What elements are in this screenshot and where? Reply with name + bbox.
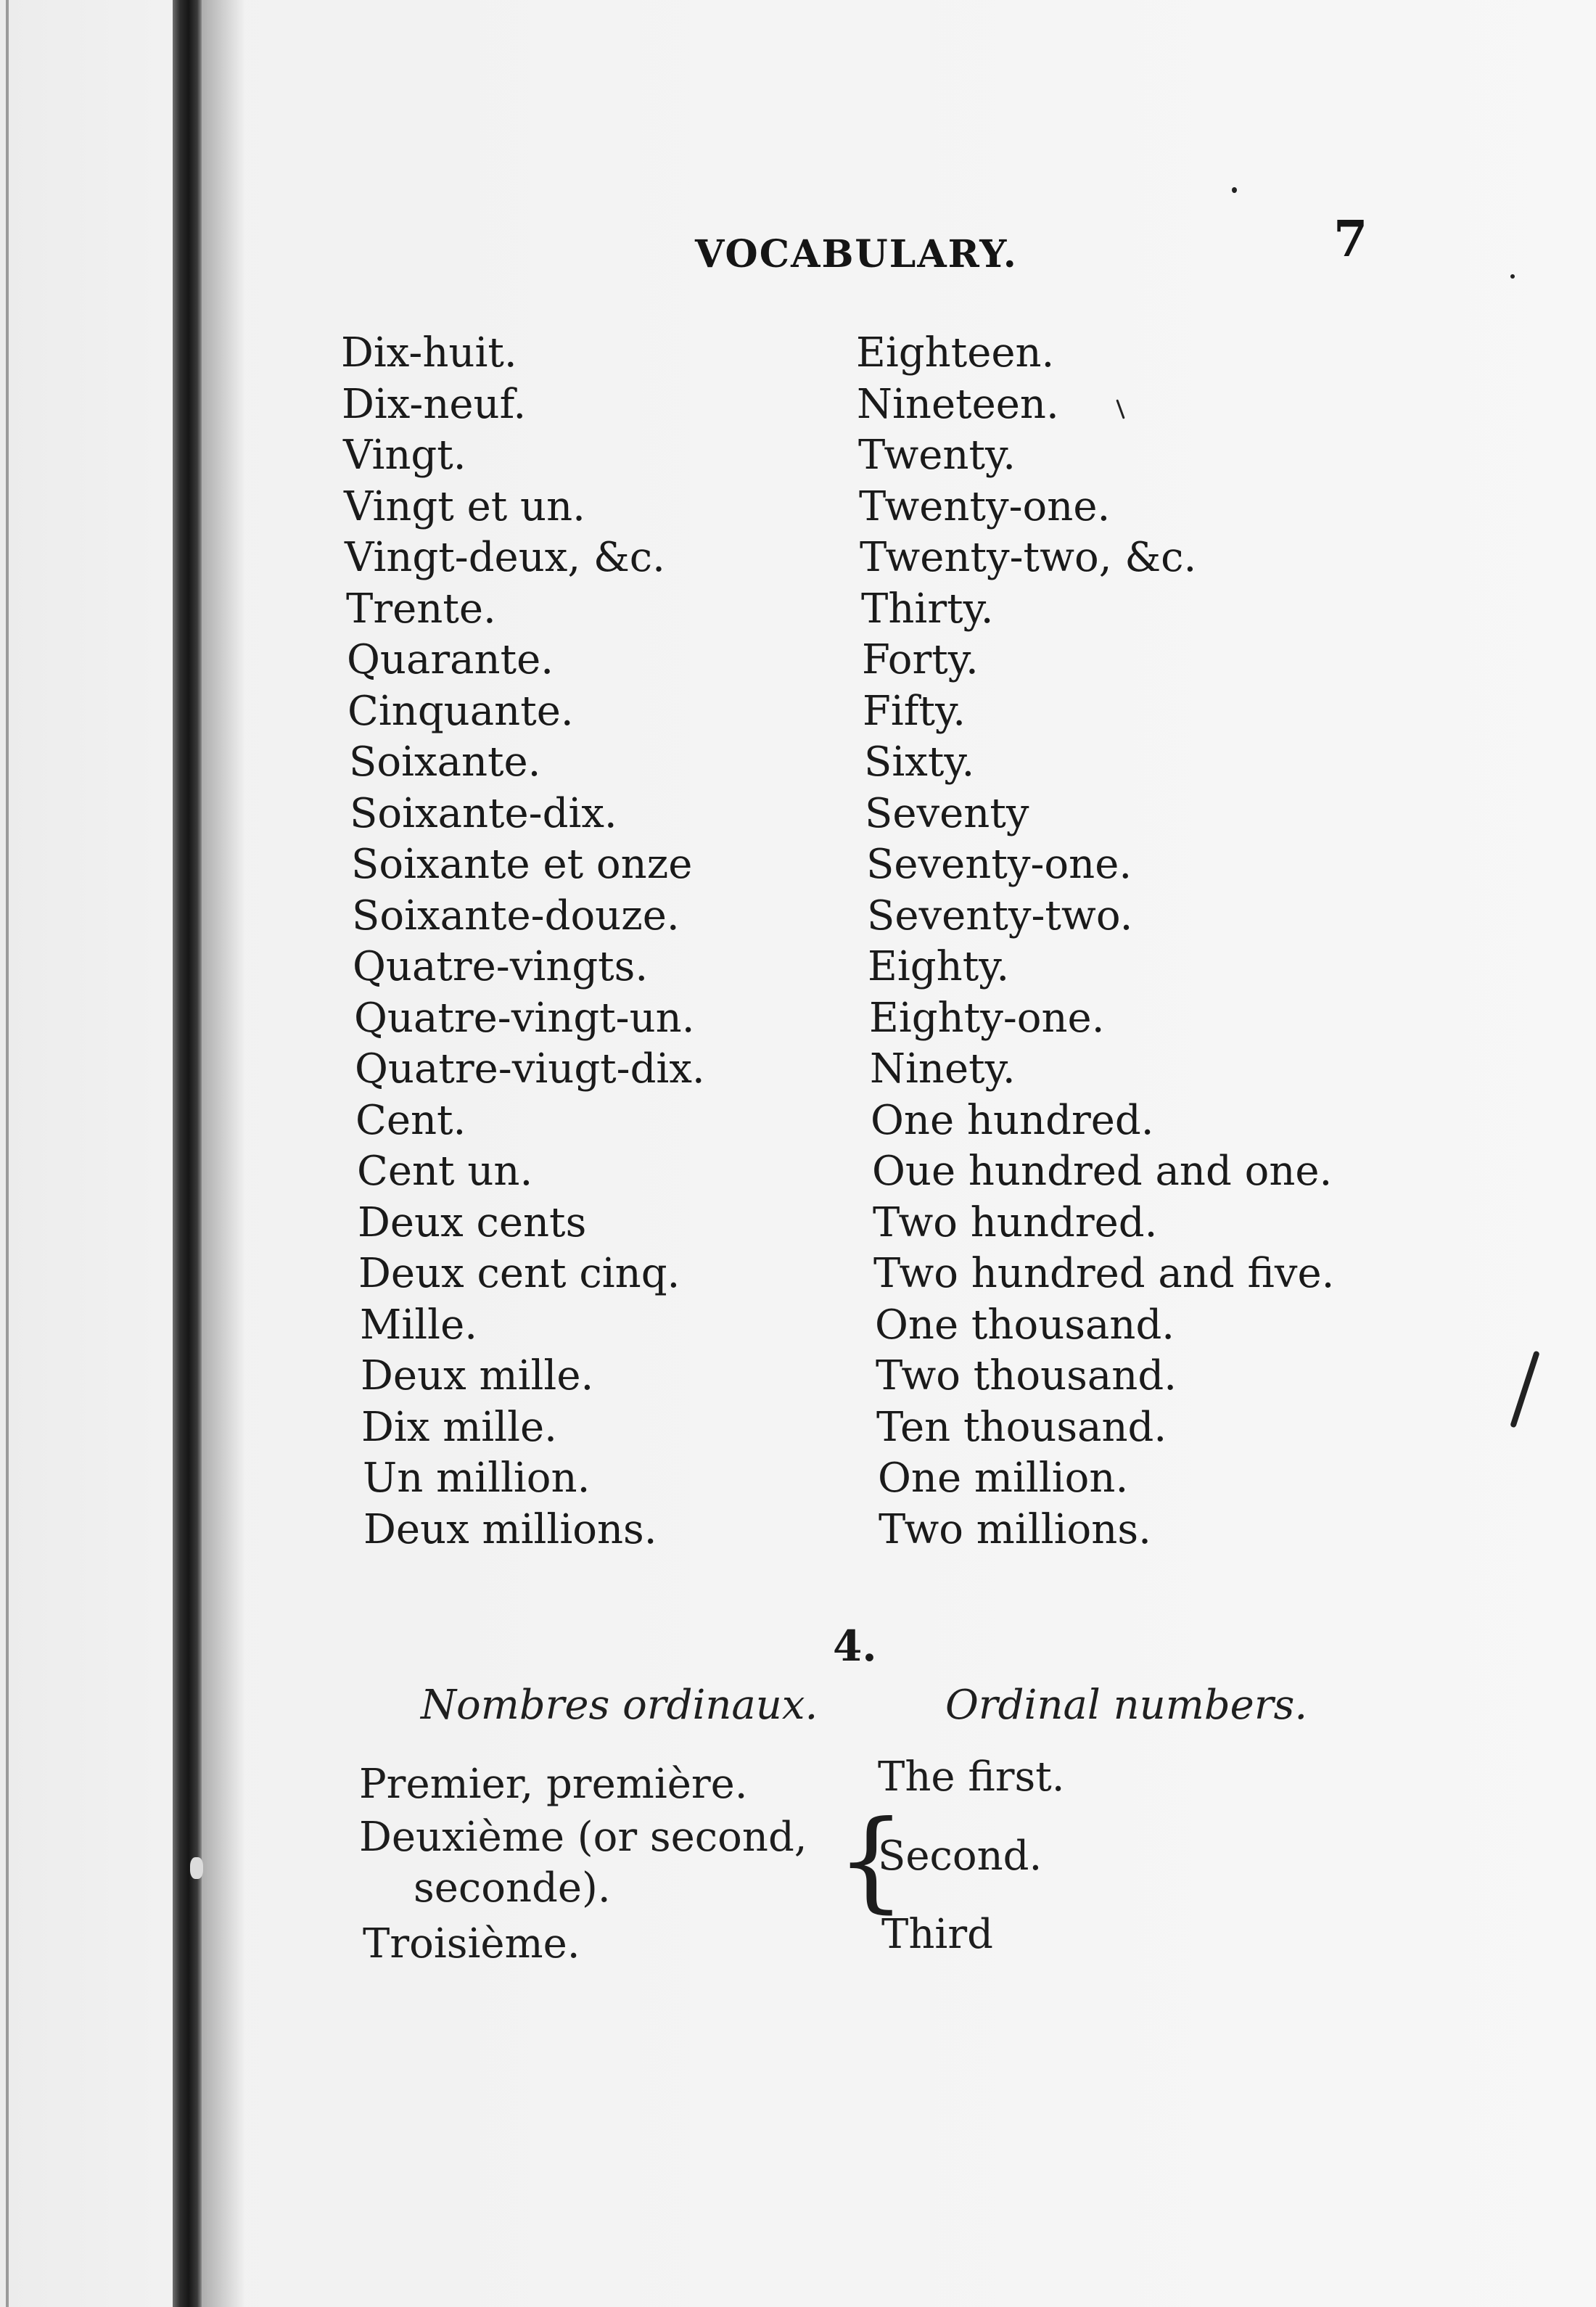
vocabulary-row bbox=[363, 1505, 1596, 1555]
french-term: Dix-huit. bbox=[341, 329, 517, 377]
english-term: One hundred. bbox=[871, 1097, 1154, 1144]
french-term: Deux cent cinq. bbox=[358, 1250, 680, 1297]
vocabulary-row bbox=[341, 328, 1574, 379]
ordinal-second-french-line2: seconde). bbox=[414, 1864, 611, 1912]
french-term: Cent un. bbox=[357, 1148, 533, 1195]
column-heading-french: Nombres ordinaux. bbox=[421, 1682, 818, 1729]
ordinal-first-french: Premier, première. bbox=[359, 1761, 748, 1808]
paper-blemish bbox=[190, 1857, 203, 1879]
vocabulary-row bbox=[344, 482, 1577, 532]
ordinal-second-french-line1: Deuxième (or second, bbox=[359, 1814, 807, 1861]
english-term: Ninety. bbox=[870, 1045, 1016, 1093]
english-term: Two hundred. bbox=[873, 1199, 1158, 1246]
vocabulary-row bbox=[350, 789, 1583, 839]
vocabulary-row bbox=[354, 993, 1587, 1044]
english-term: Sixty. bbox=[864, 739, 975, 786]
french-term: Quatre-viugt-dix. bbox=[355, 1045, 705, 1093]
vocabulary-row bbox=[361, 1351, 1594, 1402]
curly-brace-icon: { bbox=[836, 1798, 906, 1924]
ordinal-first-english: The first. bbox=[878, 1753, 1065, 1801]
vocabulary-row bbox=[347, 686, 1581, 737]
vocabulary-row bbox=[357, 1146, 1590, 1197]
section-number: 4. bbox=[833, 1621, 877, 1671]
vocabulary-row bbox=[347, 635, 1580, 686]
vocabulary-row bbox=[345, 532, 1578, 583]
page-number: 7 bbox=[1333, 210, 1368, 268]
english-term: Eighty-one. bbox=[869, 995, 1105, 1042]
vocabulary-row bbox=[355, 1044, 1588, 1095]
vocabulary-row bbox=[346, 584, 1579, 635]
vocabulary-row bbox=[361, 1402, 1595, 1453]
french-term: Cent. bbox=[355, 1097, 466, 1144]
vocabulary-row bbox=[358, 1198, 1591, 1249]
vocabulary-row bbox=[358, 1249, 1592, 1299]
column-heading-english: Ordinal numbers. bbox=[945, 1682, 1308, 1729]
running-head: VOCABULARY. bbox=[695, 232, 1018, 276]
french-term: Quarante. bbox=[347, 636, 554, 683]
french-term: Trente. bbox=[346, 585, 496, 633]
english-term: Two millions. bbox=[879, 1506, 1151, 1553]
english-term: Seventy bbox=[865, 790, 1029, 837]
english-term: Forty. bbox=[862, 636, 979, 683]
french-term: Soixante-douze. bbox=[352, 892, 680, 939]
vocabulary-row bbox=[343, 430, 1576, 481]
ordinal-second-english: Second. bbox=[878, 1833, 1042, 1880]
ordinal-third-english: Third bbox=[881, 1911, 993, 1958]
french-term: Deux millions. bbox=[363, 1506, 657, 1553]
french-term: Vingt. bbox=[343, 432, 466, 479]
vocabulary-row bbox=[363, 1453, 1596, 1504]
french-term: Deux mille. bbox=[361, 1352, 594, 1399]
english-term: Seventy-two. bbox=[867, 892, 1133, 939]
ink-speck bbox=[1510, 274, 1515, 279]
english-term: Seventy-one. bbox=[866, 841, 1132, 888]
french-term: Vingt et un. bbox=[344, 483, 585, 530]
french-term: Dix-neuf. bbox=[342, 381, 527, 428]
vocabulary-row bbox=[342, 379, 1575, 430]
english-term: Two thousand. bbox=[876, 1352, 1177, 1399]
ordinal-third-french: Troisième. bbox=[363, 1920, 580, 1967]
english-term: Ten thousand. bbox=[876, 1404, 1167, 1451]
english-term: One million. bbox=[878, 1455, 1129, 1502]
french-term: Soixante-dix. bbox=[350, 790, 617, 837]
french-term: Vingt-deux, &c. bbox=[345, 534, 665, 581]
english-term: Nineteen. bbox=[857, 381, 1059, 428]
vocabulary-row bbox=[351, 839, 1584, 890]
french-term: Cinquante. bbox=[347, 688, 574, 735]
french-term: Quatre-vingts. bbox=[353, 943, 649, 990]
english-term: Two hundred and five. bbox=[873, 1250, 1335, 1297]
vocabulary-row bbox=[353, 942, 1586, 992]
english-term: Eighteen. bbox=[856, 329, 1055, 377]
vocabulary-row bbox=[360, 1300, 1593, 1351]
french-term: Quatre-vingt-un. bbox=[354, 995, 695, 1042]
vocabulary-row bbox=[352, 891, 1585, 942]
french-term: Mille. bbox=[360, 1301, 478, 1349]
french-term: Soixante et onze bbox=[351, 841, 693, 888]
french-term: Un million. bbox=[363, 1455, 591, 1502]
english-term: One thousand. bbox=[875, 1301, 1175, 1349]
english-term: Twenty-two, &c. bbox=[860, 534, 1197, 581]
english-term: Fifty. bbox=[863, 688, 966, 735]
vocabulary-row bbox=[349, 737, 1582, 788]
french-term: Deux cents bbox=[358, 1199, 587, 1246]
english-term: Eighty. bbox=[868, 943, 1010, 990]
ink-speck bbox=[1232, 187, 1237, 193]
english-term: Thirty. bbox=[861, 585, 994, 633]
french-term: Dix mille. bbox=[361, 1404, 557, 1451]
vocabulary-row bbox=[355, 1095, 1589, 1146]
english-term: Twenty-one. bbox=[859, 483, 1111, 530]
english-term: Oue hundred and one. bbox=[872, 1148, 1333, 1195]
french-term: Soixante. bbox=[349, 739, 541, 786]
english-term: Twenty. bbox=[858, 432, 1016, 479]
